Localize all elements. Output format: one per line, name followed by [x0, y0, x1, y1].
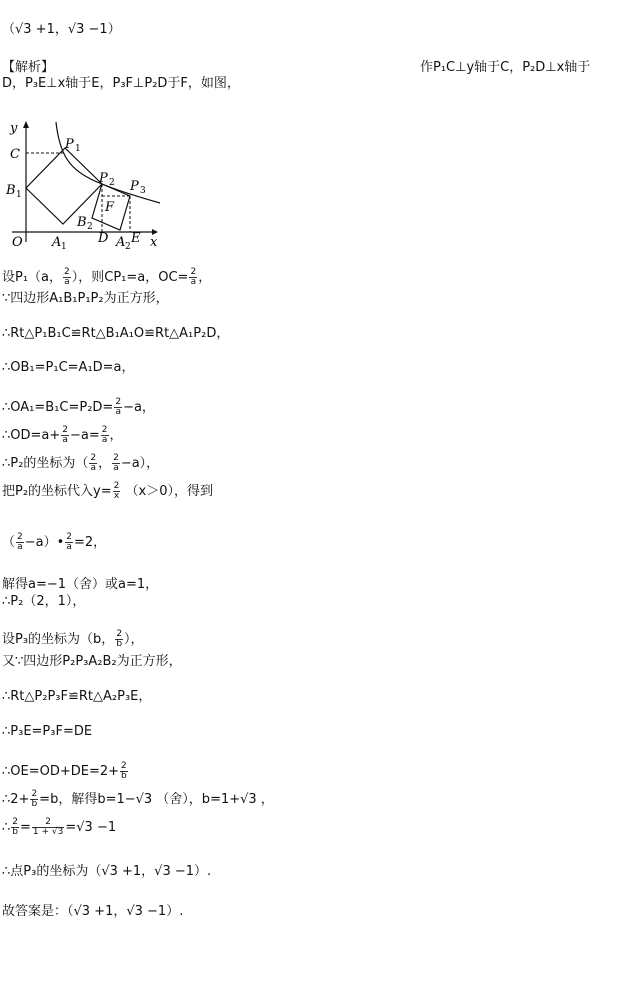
label-p2: P [99, 171, 108, 186]
label-p2-sub: 2 [109, 178, 115, 188]
step-14: ∴Rt△P₂P₃F≌Rt△A₂P₃E， [2, 689, 152, 704]
step-8: 把P₂的坐标代入y= $\frac{2}{x}$ （x＞0），得到 [2, 481, 213, 501]
label-b2: B [77, 215, 87, 230]
intro-left-text: D，P₃E⊥x轴于E，P₃F⊥P₂D于F，如图， [2, 76, 240, 91]
step-13: 又∵四边形P₂P₃A₂B₂为正方形， [2, 654, 182, 669]
label-e: E [131, 231, 141, 246]
geometry-figure [2, 114, 167, 254]
intro-right-text: 作P₁C⊥y轴于C，P₂D⊥x轴于 [420, 60, 591, 75]
step-19: ∴点P₃的坐标为（√3 +1，√3 −1）. [2, 864, 212, 879]
answer-line: （√3 +1，√3 −1） [2, 22, 121, 37]
step-6: ∴OD=a+ $\frac{2}{a}$ −a= $\frac{2}{a}$ ， [2, 425, 123, 445]
step-3: ∴Rt△P₁B₁C≌Rt△B₁A₁O≌Rt△A₁P₂D， [2, 326, 230, 341]
frac-2-over-a: $\frac{2}{a}$ [62, 425, 68, 445]
step-18: ∴ $\frac{2}{b}$ = $\frac{2}{1 + √3}$ =√3 −1 [2, 817, 117, 837]
label-p1-sub: 1 [75, 144, 81, 154]
frac-2-over-b: $\frac{2}{b}$ [121, 761, 127, 781]
frac-2-over-a: $\frac{2}{a}$ [190, 267, 197, 287]
label-p3: P [130, 179, 139, 194]
label-b1-sub: 1 [16, 190, 22, 200]
step-17: ∴2+ $\frac{2}{b}$ =b，解得b=1−√3 （舍），b=1+√3 ， [2, 789, 274, 809]
step-2: ∵四边形A₁B₁P₁P₂为正方形， [2, 291, 169, 306]
step-5: ∴OA₁=B₁C=P₂D= $\frac{2}{a}$ −a， [2, 397, 155, 417]
label-a1: A [52, 235, 62, 250]
step-1: 设P₁（a， $\frac{2}{a}$ ），则CP₁=a，OC= $\frac{2}{a}$ ， [2, 267, 212, 287]
frac-2-over-1-plus-root3: $\frac{2}{1 + √3}$ [32, 817, 64, 837]
step-9: （ $\frac{2}{a}$ −a）• $\frac{2}{a}$ =2， [2, 532, 107, 552]
label-f: F [105, 200, 115, 215]
frac-2-over-b: $\frac{2}{b}$ [12, 817, 19, 837]
step-16: ∴OE=OD+DE=2+ $\frac{2}{b}$ [2, 761, 127, 781]
step-10: 解得a=−1（舍）或a=1， [2, 577, 159, 592]
label-y: y [10, 121, 18, 136]
step-15: ∴P₃E=P₃F=DE [2, 724, 93, 739]
step-4: ∴OB₁=P₁C=A₁D=a， [2, 360, 135, 375]
frac-2-over-a: $\frac{2}{a}$ [90, 453, 97, 473]
frac-2-over-a: $\frac{2}{a}$ [17, 532, 23, 552]
frac-2-over-b: $\frac{2}{b}$ [31, 789, 38, 809]
y-axis-arrow [23, 121, 29, 128]
label-b2-sub: 2 [87, 222, 93, 232]
label-a2-sub: 2 [125, 242, 131, 252]
frac-2-over-a: $\frac{2}{a}$ [115, 397, 122, 417]
step-12: 设P₃的坐标为（b， $\frac{2}{b}$ ）， [2, 629, 144, 649]
label-p3-sub: 3 [140, 186, 146, 196]
label-d: D [98, 231, 109, 246]
label-p1: P [65, 137, 74, 152]
frac-2-over-a: $\frac{2}{a}$ [113, 453, 119, 473]
label-a1-sub: 1 [61, 242, 67, 252]
frac-2-over-a: $\frac{2}{a}$ [101, 425, 108, 445]
step-11: ∴P₂（2，1）， [2, 594, 86, 609]
label-x: x [150, 235, 158, 250]
step-20: 故答案是：（√3 +1，√3 −1）. [2, 904, 184, 919]
step-7: ∴P₂的坐标为（ $\frac{2}{a}$ ， $\frac{2}{a}$ −a）， [2, 453, 160, 473]
frac-2-over-a: $\frac{2}{a}$ [66, 532, 73, 552]
analysis-label: 【解析】 [2, 60, 55, 75]
frac-2-over-x: $\frac{2}{x}$ [113, 481, 120, 501]
frac-2-over-b: $\frac{2}{b}$ [116, 629, 123, 649]
label-c: C [10, 147, 20, 162]
label-o: O [12, 235, 23, 250]
frac-2-over-a: $\frac{2}{a}$ [64, 267, 70, 287]
label-a2: A [116, 235, 126, 250]
label-b1: B [6, 183, 16, 198]
square-a1b1p1p2 [26, 148, 102, 224]
